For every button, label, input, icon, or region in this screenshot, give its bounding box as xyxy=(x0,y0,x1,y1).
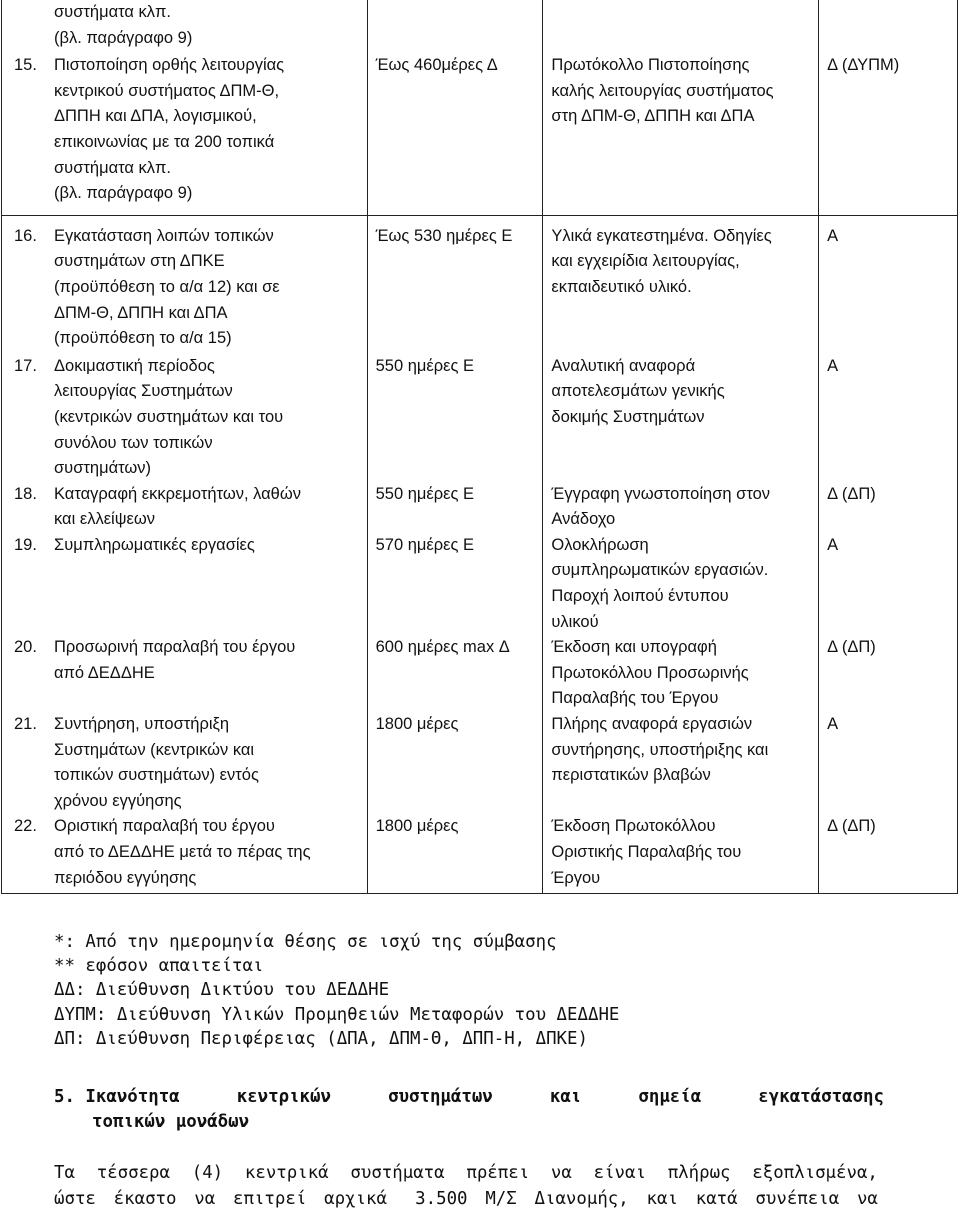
cell-description xyxy=(2,0,368,51)
time-line: Έως 460μέρες Δ xyxy=(375,56,498,75)
paragraph-word: και xyxy=(646,1189,678,1209)
deliverable-line: Πρωτόκολλο Πιστοποίησης xyxy=(551,56,750,75)
cell-description xyxy=(2,533,368,635)
time-line: Έως 530 ημέρες Ε xyxy=(375,226,513,245)
description-line: (προϋπόθεση το α/α 12) και σε xyxy=(54,277,280,296)
description-line: συστήματα κλπ. xyxy=(54,158,172,177)
row-number: 21. xyxy=(14,715,37,734)
table-row xyxy=(2,352,958,482)
table-row xyxy=(2,0,958,51)
deliverable-line: αποτελεσμάτων γενικής xyxy=(551,382,725,401)
description-line: λειτουργίας Συστημάτων xyxy=(54,382,233,401)
paragraph-word: Μ/Σ xyxy=(485,1189,517,1209)
cell-time xyxy=(367,635,543,712)
cell-description xyxy=(2,51,368,215)
footnote-dypm: ΔΥΠΜ: Διεύθυνση Υλικών Προμηθειών Μεταφορών του ΔΕΔΔΗΕ xyxy=(54,1004,620,1025)
deliverable-line: Έγγραφη γνωστοποίηση στον xyxy=(551,484,771,503)
cell-time xyxy=(367,814,543,893)
description-line: (προϋπόθεση το α/α 15) xyxy=(54,329,232,348)
paragraph-word: συστήματα xyxy=(350,1163,445,1183)
table-row xyxy=(2,635,958,712)
body-paragraph xyxy=(54,1160,878,1212)
responsible-line: Δ (ΔΠ) xyxy=(827,638,876,657)
table-row xyxy=(2,482,958,533)
footnotes xyxy=(54,930,914,1051)
description-line: (βλ. παράγραφο 9) xyxy=(54,184,193,203)
paragraph-word: Διανομής, xyxy=(534,1189,629,1209)
cell-description xyxy=(2,712,368,814)
cell-time xyxy=(367,0,543,51)
section-heading xyxy=(54,1085,884,1134)
description-line: από ΔΕΔΔΗΕ xyxy=(54,663,155,682)
row-number: 18. xyxy=(14,484,37,503)
description-line: χρόνου εγγύησης xyxy=(54,791,182,810)
cell-deliverable xyxy=(543,533,819,635)
cell-time xyxy=(367,712,543,814)
deliverable-line: Πρωτοκόλλου Προσωρινής xyxy=(551,663,749,682)
deliverable-line: στη ΔΠΜ-Θ, ΔΠΠΗ και ΔΠΑ xyxy=(551,107,755,126)
section-heading-word: εγκατάστασης xyxy=(758,1087,884,1107)
row-number: 19. xyxy=(14,535,37,554)
cell-description xyxy=(2,635,368,712)
deliverable-line: καλής λειτουργίας συστήματος xyxy=(551,81,774,100)
deliverable-line: Ολοκλήρωση xyxy=(551,535,649,554)
time-line: 550 ημέρες Ε xyxy=(375,484,475,503)
cell-responsible xyxy=(819,0,958,51)
description-line: Προσωρινή παραλαβή του έργου xyxy=(54,638,296,657)
paragraph-word: πρέπει xyxy=(466,1163,530,1183)
paragraph-word: Τα xyxy=(54,1163,75,1183)
cell-responsible xyxy=(819,482,958,533)
row-number: 20. xyxy=(14,638,37,657)
deliverable-line: δοκιμής Συστημάτων xyxy=(551,407,705,426)
responsible-line: Δ (ΔΠ) xyxy=(827,484,876,503)
description-line: Συμπληρωματικές εργασίες xyxy=(54,535,255,554)
section-heading-word: σημεία xyxy=(638,1087,702,1107)
paragraph-word: συνέπεια xyxy=(755,1189,840,1209)
section-heading-word: και xyxy=(549,1087,582,1107)
paragraph-word: εξοπλισμένα, xyxy=(752,1163,878,1183)
deliverable-line: συντήρησης, υποστήριξης και xyxy=(551,740,769,759)
cell-time xyxy=(367,533,543,635)
description-line: από το ΔΕΔΔΗΕ μετά το πέρας της xyxy=(54,843,311,861)
deliverable-line: Παραλαβής του Έργου xyxy=(551,689,719,708)
footnote-dp: ΔΠ: Διεύθυνση Περιφέρειας (ΔΠΑ, ΔΠΜ-Θ, ΔΠΠ-Η, ΔΠΚΕ) xyxy=(54,1028,588,1049)
paragraph-word: (4) xyxy=(191,1163,224,1183)
cell-deliverable xyxy=(543,482,819,533)
cell-deliverable xyxy=(543,51,819,215)
row-number: 15. xyxy=(14,56,37,75)
section-heading-line2: τοπικών μονάδων xyxy=(92,1111,250,1132)
cell-time xyxy=(367,51,543,215)
description-line: περιόδου εγγύησης xyxy=(54,868,197,887)
cell-responsible xyxy=(819,635,958,712)
paragraph-word: επιτρεί xyxy=(233,1189,307,1209)
responsible-line: Α xyxy=(827,535,839,554)
footnote-asterisk: *: Από την ημερομηνία θέσης σε ισχύ της σύμβασης xyxy=(54,932,557,952)
description-line: Συστημάτων (κεντρικών και xyxy=(54,740,255,759)
description-line: Οριστική παραλαβή του έργου xyxy=(54,817,275,836)
description-line: ΔΠΠΗ και ΔΠΑ, λογισμικού, xyxy=(54,107,257,126)
cell-description xyxy=(2,814,368,893)
cell-responsible xyxy=(819,712,958,814)
time-line: 550 ημέρες Ε xyxy=(375,356,475,375)
cell-deliverable xyxy=(543,215,819,351)
deliverable-line: Έκδοση και υπογραφή xyxy=(551,638,717,657)
deliverable-line: περιστατικών βλαβών xyxy=(551,766,711,785)
description-line: και ελλείψεων xyxy=(54,510,155,529)
deliverable-line: Έκδοση Πρωτοκόλλου xyxy=(551,817,716,836)
cell-responsible xyxy=(819,814,958,893)
deliverable-line: Αναλυτική αναφορά xyxy=(551,356,696,375)
deliverable-line: Ανάδοχο xyxy=(551,510,616,529)
cell-deliverable xyxy=(543,0,819,51)
paragraph-word: ώστε xyxy=(54,1189,96,1209)
description-line: Συντήρηση, υποστήριξη xyxy=(54,715,230,734)
deliverable-line: συμπληρωματικών εργασιών. xyxy=(551,561,769,580)
description-line: συνόλου των τοπικών xyxy=(54,433,213,452)
responsible-line: Α xyxy=(827,226,839,245)
deliverable-line: Υλικά εγκατεστημένα. Οδηγίες xyxy=(551,226,772,245)
deliverable-line: Πλήρης αναφορά εργασιών xyxy=(551,715,753,734)
deliverable-line: και εγχειρίδια λειτουργίας, xyxy=(551,252,740,271)
row-number: 17. xyxy=(14,356,37,375)
cell-description xyxy=(2,215,368,351)
description-line: (βλ. παράγραφο 9) xyxy=(54,28,193,47)
description-line: κεντρικού συστήματος ΔΠΜ-Θ, xyxy=(54,81,280,100)
section-heading-word: συστημάτων xyxy=(388,1087,493,1107)
description-line: επικοινωνίας με τα 200 τοπικά xyxy=(54,132,275,151)
description-line: Δοκιμαστική περίοδος xyxy=(54,356,215,375)
description-line: συστημάτων στη ΔΠΚΕ xyxy=(54,252,225,271)
time-line: 570 ημέρες Ε xyxy=(375,535,475,554)
description-line: Καταγραφή εκκρεμοτήτων, λαθών xyxy=(54,484,301,503)
cell-deliverable xyxy=(543,352,819,482)
section-heading-word: 5. Ικανότητα xyxy=(54,1087,180,1107)
paragraph-word: πλήρως xyxy=(667,1163,731,1183)
paragraph-word: αρχικά xyxy=(324,1189,387,1209)
deliverable-line: υλικού xyxy=(551,612,599,631)
responsible-line: Δ (ΔΥΠΜ) xyxy=(827,56,900,75)
deliverable-line: Έργου xyxy=(551,868,601,887)
cell-deliverable xyxy=(543,712,819,814)
time-line: 1800 μέρες xyxy=(375,715,459,734)
section-heading-word: κεντρικών xyxy=(236,1087,331,1107)
paragraph-word: είναι xyxy=(593,1163,646,1183)
paragraph-word: έκαστο xyxy=(113,1189,177,1209)
table-row xyxy=(2,533,958,635)
cell-responsible xyxy=(819,352,958,482)
time-line: 1800 μέρες xyxy=(375,817,459,836)
paragraph-word: τέσσερα xyxy=(96,1163,170,1183)
footnote-dd: ΔΔ: Διεύθυνση Δικτύου του ΔΕΔΔΗΕ xyxy=(54,980,390,1001)
cell-description xyxy=(2,482,368,533)
cell-responsible xyxy=(819,215,958,351)
description-line: συστημάτων) xyxy=(54,459,152,478)
time-line: 600 ημέρες max Δ xyxy=(375,638,510,657)
description-line: Εγκατάσταση λοιπών τοπικών xyxy=(54,226,274,245)
cell-deliverable xyxy=(543,635,819,712)
cell-deliverable xyxy=(543,814,819,893)
description-line: Πιστοποίηση ορθής λειτουργίας xyxy=(54,56,285,75)
deliverable-line: Οριστικής Παραλαβής του xyxy=(551,843,742,861)
description-line: συστήματα κλπ. xyxy=(54,3,172,21)
responsible-line: Δ (ΔΠ) xyxy=(827,817,876,836)
schedule-table xyxy=(1,0,958,894)
responsible-line: Α xyxy=(827,356,839,375)
table-row xyxy=(2,712,958,814)
paragraph-word: να xyxy=(550,1163,572,1183)
cell-time xyxy=(367,352,543,482)
deliverable-line: Παροχή λοιπού έντυπου xyxy=(551,587,729,606)
paragraph-word: κεντρικά xyxy=(244,1163,329,1183)
table-row xyxy=(2,51,958,215)
footnote-double-asterisk: ** εφόσον απαιτείται xyxy=(54,956,264,977)
row-number: 22. xyxy=(14,817,37,836)
table-row xyxy=(2,215,958,351)
description-line: ΔΠΜ-Θ, ΔΠΠΗ και ΔΠΑ xyxy=(54,303,228,322)
paragraph-word: 3.500 xyxy=(404,1189,468,1209)
paragraph-word: να xyxy=(856,1189,878,1209)
description-line: τοπικών συστημάτων) εντός xyxy=(54,766,259,785)
description-line: (κεντρικών συστημάτων και του xyxy=(54,407,284,426)
cell-responsible xyxy=(819,533,958,635)
paragraph-word: να xyxy=(194,1189,216,1209)
deliverable-line: εκπαιδευτικό υλικό. xyxy=(551,277,692,296)
cell-responsible xyxy=(819,51,958,215)
cell-description xyxy=(2,352,368,482)
paragraph-word: κατά xyxy=(695,1189,738,1209)
cell-time xyxy=(367,215,543,351)
table-row xyxy=(2,814,958,893)
cell-time xyxy=(367,482,543,533)
row-number: 16. xyxy=(14,226,37,245)
responsible-line: Α xyxy=(827,715,839,734)
